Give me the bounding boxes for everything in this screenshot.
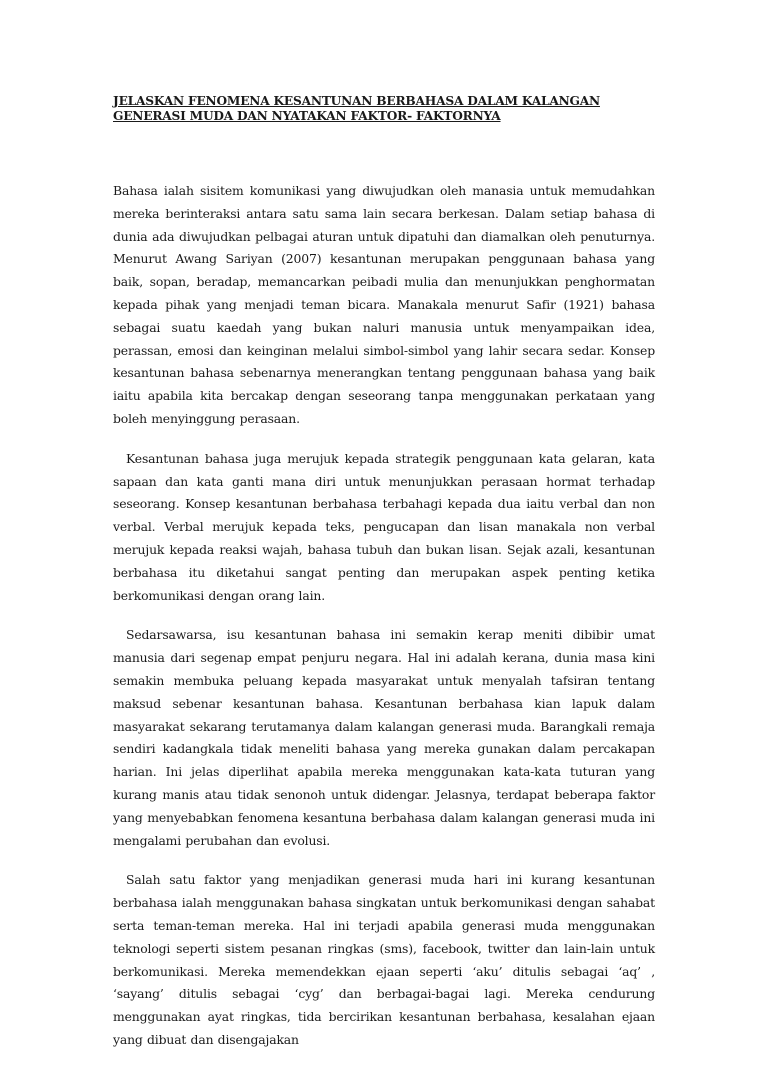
paragraph-faktor-singkatan: Salah satu faktor yang menjadikan generasi muda hari ini kurang kesantunan berbahasa ialah menggunakan bahasa singkatan untuk berkomunikasi dengan sahabat serta teman-teman mereka. Hal ini terjadi apabila generasi muda menggunakan teknologi seperti sistem pesanan ringkas (sms), facebook, twitter dan lain-lain untuk berkomunikasi. Mereka memendekkan ejaan seperti ‘aku’ ditulis sebagai ‘aq’ , ‘sayang’ ditulis sebagai ‘cyg’ dan berbagai-bagai lagi. Mereka cendurung menggunakan ayat ringkas, tida bercirikan kesantunan berbahasa, kesalahan ejaan yang dibuat dan disengajakan (113, 872, 655, 1047)
paragraph-sedarsawarsa: Sedarsawarsa, isu kesantunan bahasa ini semakin kerap meniti dibibir umat manusia dari segenap empat penjuru negara. Hal ini adalah kerana, dunia masa kini semakin membuka peluang kepada masyarakat untuk menyalah tafsiran tentang maksud sebenar kesantunan bahasa. Kesantunan berbahasa kian lapuk dalam masyarakat sekarang terutamanya dalam kalangan generasi muda. Barangkali remaja sendiri kadangkala tidak meneliti bahasa yang mereka gunakan dalam percakapan harian. Ini jelas diperlihat apabila mereka menggunakan kata-kata tuturan yang kurang manis atau tidak senonoh untuk didengar. Jelasnya, terdapat beberapa faktor yang menyebabkan fenomena kesantuna berbahasa dalam kalangan generasi muda ini mengalami perubahan dan evolusi. (113, 627, 655, 848)
paragraph-intro: Bahasa ialah sisitem komunikasi yang diwujudkan oleh manasia untuk memudahkan mereka berinteraksi antara satu sama lain secara berkesan. Dalam setiap bahasa di dunia ada diwujudkan pelbagai aturan untuk dipatuhi dan diamalkan oleh penuturnya. Menurut Awang Sariyan (2007) kesantunan merupakan penggunaan bahasa yang baik, sopan, beradap, memancarkan peibadi mulia dan menunjukkan penghormatan kepada pihak yang menjadi teman bicara. Manakala menurut Safir (1921) bahasa sebagai suatu kaedah yang bukan naluri manusia untuk menyampaikan idea, perassan, emosi dan keinginan melalui simbol-simbol yang lahir secara sedar. Konsep kesantunan bahasa sebenarnya menerangkan tentang penggunaan bahasa yang baik iaitu apabila kita bercakap dengan seseorang tanpa menggunakan perkataan yang boleh menyinggung perasaan. (113, 183, 655, 426)
document-title: JELASKAN FENOMENA KESANTUNAN BERBAHASA DALAM KALANGAN GENERASI MUDA DAN NYATAKAN FAKTOR- FAKTORNYA (113, 94, 600, 123)
paragraph-kesantunan-bahasa: Kesantunan bahasa juga merujuk kepada strategik penggunaan kata gelaran, kata sapaan dan kata ganti mana diri untuk menunjukkan perasaan hormat terhadap seseorang. Konsep kesantunan berbahasa terbahagi kepada dua iaitu verbal dan non verbal. Verbal merujuk kepada teks, pengucapan dan lisan manakala non verbal merujuk kepada reaksi wajah, bahasa tubuh dan bukan lisan. Sejak azali, kesantunan berbahasa itu diketahui sangat penting dan merupakan aspek penting ketika berkomunikasi dengan orang lain. (113, 450, 655, 603)
document-body (113, 180, 655, 1069)
